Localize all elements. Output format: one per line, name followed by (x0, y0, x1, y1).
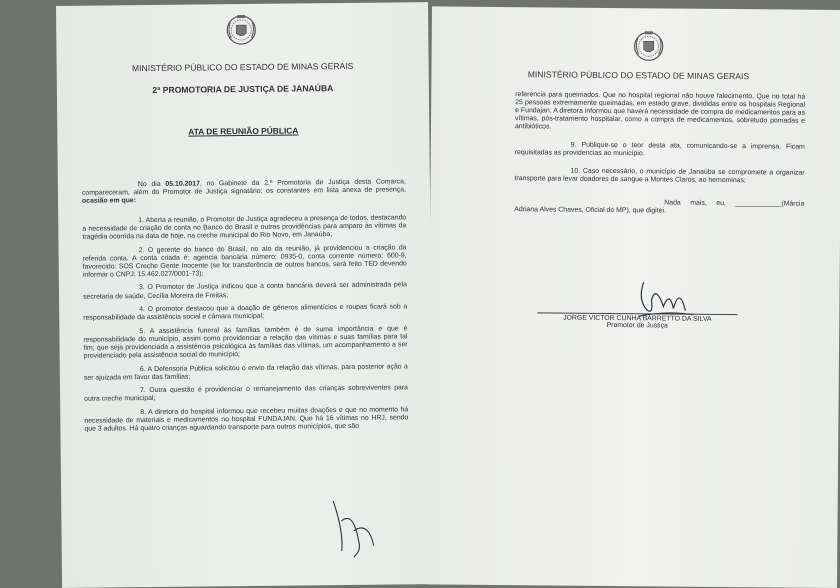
signer-name: JORGE VICTOR CUNHA BARRETTO DA SILVA (537, 312, 737, 323)
header-office: 2ª PROMOTORIA DE JUSTIÇA DE JANAÚBA (152, 83, 334, 95)
closing-paragraph: Nada mais, eu, ____________(Márcia Adriana Alves Chaves, Oficial do MP), que digitei. (514, 199, 805, 215)
rubric-initials (323, 491, 384, 562)
coat-of-arms-icon (224, 12, 258, 48)
list-item: 6. A Defensoria Pública solicitou o envio da relação das vítimas, para posterior ação a ser ajuizada em favor das famílias; (83, 363, 408, 382)
list-item: 5. A assistência funeral às famílias também é de suma importância e que é responsabilidade do município, assim como providenciar a relação das vítimas e suas famílias para tal fim; que seja providenciada a assistência psicológica às famílias das vítimas, um acompanhamento a ser providenciado pela assistência social do município; (83, 325, 408, 360)
list-item: 9. Publique-se o teor desta ata, comunicando-se a imprensa. Ficam requisitadas as providencias ao município. (514, 141, 805, 158)
header-organization: MINISTÉRIO PÚBLICO DO ESTADO DE MINAS GERAIS (527, 69, 750, 82)
intro-paragraph: No dia 05.10.2017, no Gabinete da 2.ª Promotoria de Justiça desta Comarca, compareceram, além do Promotor de Justiça signatário: os constantes em lista anexa de presença, ocasião em que: (81, 178, 406, 205)
header-organization: MINISTÉRIO PÚBLICO DO ESTADO DE MINAS GERAIS (131, 60, 354, 74)
document-page-right (427, 6, 840, 588)
list-item: 1. Aberta a reunião, o Promotor de Justiça agradeceu a presença de todos, destacando a necessidade de criação de conta no Banco do Brasil e outras providências para amparo às vítimas da tragédia ocorrida na data de hoje, na creche municipal do Rio Novo, em Janaúba; (82, 214, 407, 241)
continued-paragraph: referencia para queimados. Que no hospital regional não houve falecimento. Que no total há 25 pessoas extremamente queimadas, em estado grave, divididas entre os hospitais Regional e Fundajan. A diretora informou que haverá necessidade de compra de medicamentos para as vítimas, pós-tratamento hospitalar, como a compra de medicamentos, sobretudo pomadas e antibióticos. (514, 91, 806, 131)
coat-of-arms-icon (632, 28, 666, 64)
list-item: 7. Outra questão é providenciar o remanejamento das crianças sobreviventes para outra creche municipal; (84, 384, 409, 404)
document-page-left (56, 2, 434, 588)
document-title: ATA DE REUNIÃO PÚBLICA (188, 125, 299, 137)
list-item: 8. A diretora do hospital informou que recebeu muitas doações e que no momento há necessidade de materiais e medicamentos no hospital FUNDAJAN. Que há 16 vítimas no HRJ, sendo que 3 adultos. Há quatro crianças aguardando transporte para outros municípios, que são (84, 406, 409, 433)
document-body-right (514, 91, 805, 223)
list-item: 10. Caso necessário, o município de Janaúba se compromete a organizar transporte para levar doadores de sangue a Montes Claros, ao hemominas; (514, 167, 805, 184)
list-item: 3. O Promotor de Justiça indicou que a conta bancária deverá ser administrada pela secretaria de saúde, Cecília Moreira de Freitas; (83, 281, 407, 301)
signer-role: Promotor de Justiça (606, 321, 668, 330)
list-item: 2. O gerente do banco do Brasil, no ato da reunião, já providenciou a criação da referida conta. A conta criada é: agencia bancária número: 0935-0, conta corrente número: 600-9, favorecido: SOS Creche Gente Inocente (se for transferência de outros bancos, será feito TED devendo informar o CNPJ: 15.462.027/0001-73); (82, 243, 407, 279)
list-item: 4. O promotor destacou que a doação de gêneros alimentícios e roupas ficará sob a responsabilidade da assistência social e câmara municipal; (83, 303, 408, 322)
document-body-left (82, 178, 409, 439)
signature-block (537, 312, 737, 330)
